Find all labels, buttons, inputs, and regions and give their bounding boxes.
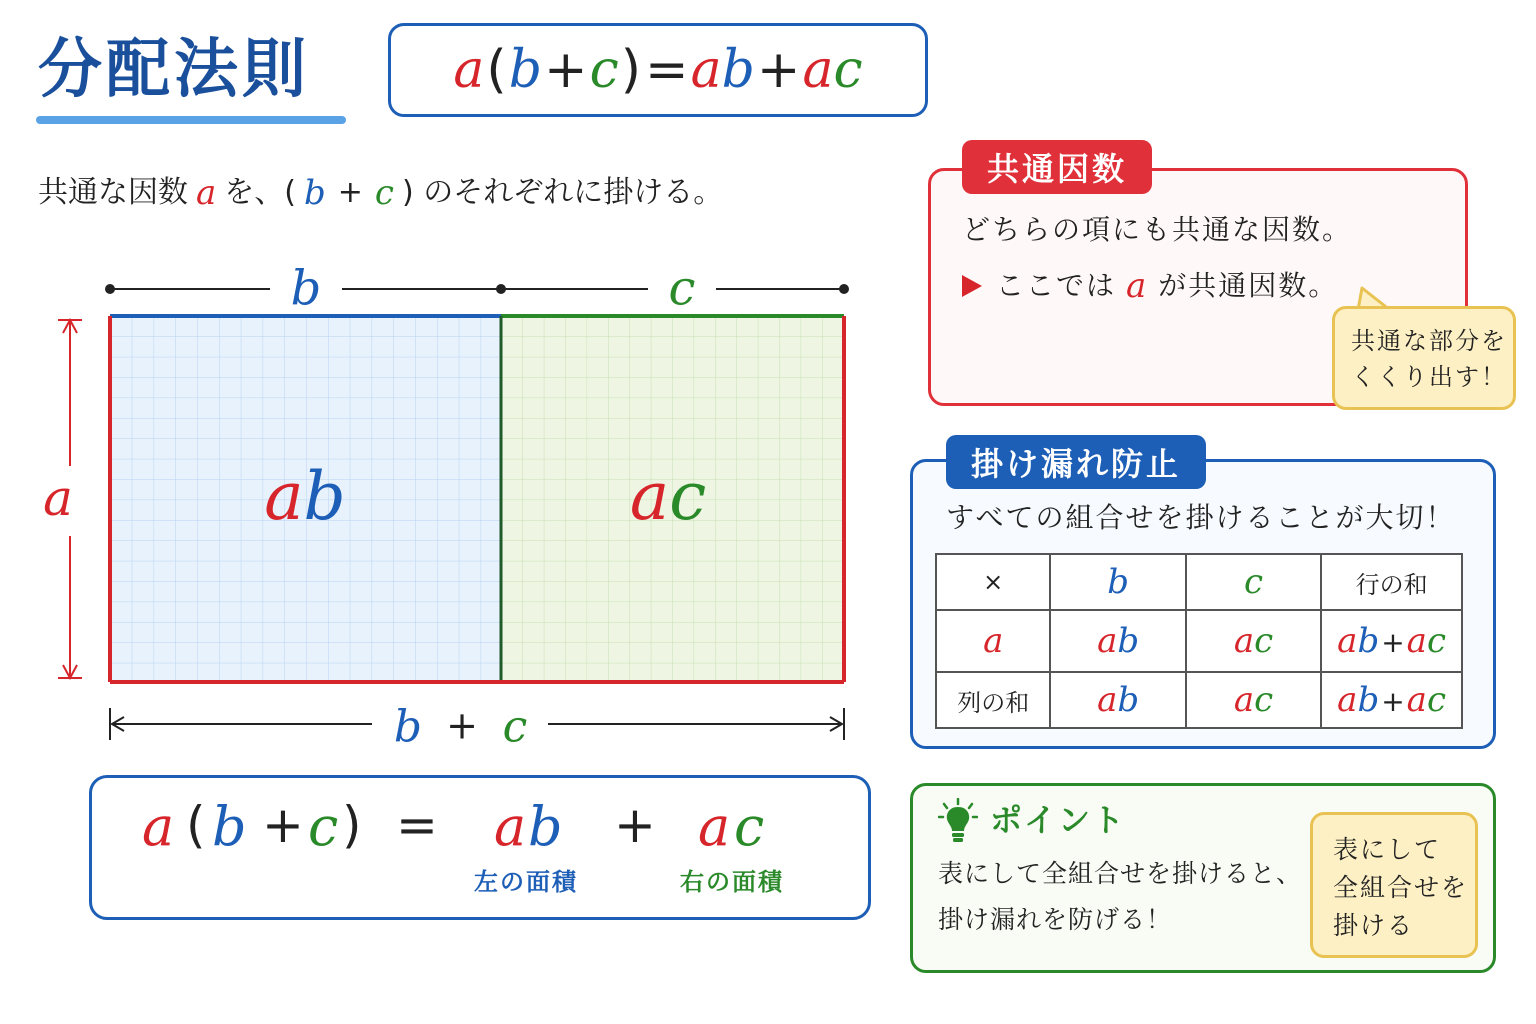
eq-ac-c: c	[734, 795, 765, 858]
formula-ab-a: a	[690, 40, 722, 100]
area-ab-b: b	[303, 458, 346, 535]
line2-suffix: が共通因数。	[1158, 269, 1339, 302]
eq-plus2: +	[614, 796, 656, 854]
subtitle-c: c	[374, 173, 394, 213]
formula-ac-c: c	[833, 40, 863, 100]
line2-prefix: ここでは	[996, 269, 1117, 302]
area-diagram	[0, 0, 900, 770]
table-row	[936, 672, 1462, 728]
formula-a: a	[453, 40, 485, 100]
table-header-rowsum: 行の和	[1321, 554, 1462, 610]
table-cell-corner: ×	[936, 554, 1050, 610]
eq-rparen: )	[342, 796, 362, 854]
area-ac-label	[630, 458, 706, 535]
formula-rparen: )	[620, 40, 641, 100]
prevention-desc: すべての組合せを掛けることが大切！	[946, 501, 1456, 534]
common-factor-line1: どちらの項にも共通な因数。	[962, 213, 1353, 246]
table-colsum-ab: ab	[1050, 672, 1185, 728]
bottom-label-plus: +	[446, 703, 478, 748]
table-cell-rowsum: ab+ac	[1321, 610, 1462, 672]
speech-bubble	[1332, 306, 1516, 410]
table-row	[936, 610, 1462, 672]
table-row-colsum: 列の和	[936, 672, 1050, 728]
prevention-tag: 掛け漏れ防止	[946, 435, 1206, 489]
lightbulb-icon	[938, 798, 978, 844]
formula-ac-a: a	[802, 40, 834, 100]
eq-a: a	[142, 795, 175, 858]
table-cell-ac: ac	[1186, 610, 1321, 672]
eq-ab-b: b	[528, 795, 563, 858]
eq-ac-a: a	[698, 795, 731, 858]
table-colsum-ac: ac	[1186, 672, 1321, 728]
top-label-c: c	[668, 260, 696, 317]
bottom-label-c: c	[502, 701, 528, 753]
common-factor-tag: 共通因数	[962, 140, 1152, 194]
formula-ab-b: b	[721, 40, 755, 100]
table-colsum-total: ab+ac	[1321, 672, 1462, 728]
eq-equals: =	[396, 796, 438, 854]
area-ac-c: c	[669, 458, 707, 535]
table-header-c: c	[1186, 554, 1321, 610]
point-note	[1310, 812, 1478, 958]
subtitle-a: a	[196, 173, 217, 213]
formula-lparen: (	[486, 40, 507, 100]
area-ab-a: a	[264, 458, 304, 535]
left-area-caption: 左の面積	[474, 868, 578, 896]
note-line2: 全組合せを	[1333, 873, 1469, 902]
eq-plus: +	[262, 796, 304, 854]
formula-plus2: +	[756, 40, 801, 100]
eq-b: b	[212, 795, 247, 858]
bottom-label-b: b	[393, 701, 423, 753]
subtitle-b: b	[304, 173, 326, 213]
table-header-b: b	[1050, 554, 1185, 610]
area-ac-a: a	[629, 458, 670, 535]
point-line2: 掛け漏れを防げる！	[938, 905, 1173, 934]
formula-plus1: +	[544, 40, 588, 100]
top-label-b: b	[290, 260, 322, 317]
bubble-line1: 共通な部分を	[1351, 327, 1507, 355]
line2-var-a: a	[1126, 266, 1149, 306]
subtitle-prefix: 共通な因数	[38, 175, 188, 210]
table-row	[936, 554, 1462, 610]
formula-c: c	[589, 40, 619, 100]
bubble-line2: くくり出す！	[1351, 363, 1507, 391]
table-cell-ab: ab	[1050, 610, 1185, 672]
subtitle-plus: +	[337, 175, 363, 210]
formula-b: b	[508, 40, 542, 100]
eq-c: c	[308, 795, 339, 858]
page-title: 分配法則	[38, 33, 310, 107]
top-dimension	[105, 284, 849, 294]
formula-equals: =	[645, 40, 689, 100]
left-label-a: a	[43, 469, 73, 527]
eq-ab-a: a	[494, 795, 527, 858]
multiplication-table	[935, 553, 1463, 729]
common-factor-line2	[962, 264, 1338, 308]
subtitle-mid: を、(	[224, 175, 296, 210]
triangle-bullet-icon	[962, 275, 982, 297]
table-row-a: a	[936, 610, 1050, 672]
right-area-caption: 右の面積	[680, 868, 784, 896]
note-line1: 表にして	[1333, 835, 1442, 864]
point-title: ポイント	[990, 801, 1127, 839]
note-line3: 掛ける	[1333, 911, 1415, 940]
point-line1: 表にして全組合せを掛けると、	[938, 859, 1303, 888]
area-ab-label	[264, 458, 346, 535]
subtitle-suffix: ) のそれぞれに掛ける。	[401, 175, 724, 210]
eq-lparen: (	[186, 796, 206, 854]
